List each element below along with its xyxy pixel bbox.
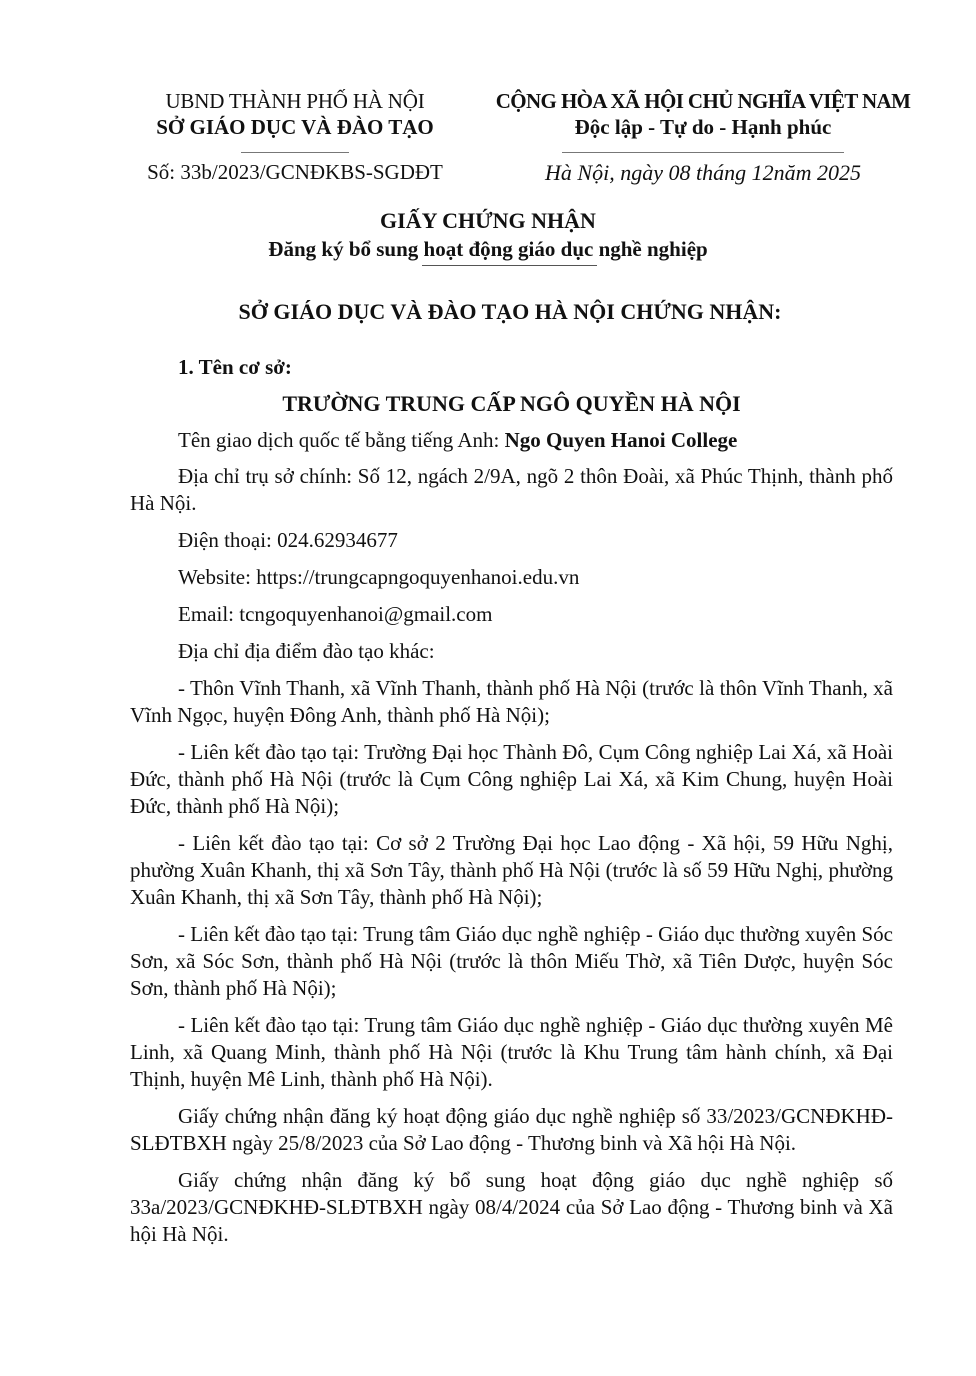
place-and-date: Hà Nội, ngày 08 tháng 12năm 2025 [545,160,861,185]
certification-heading: SỞ GIÁO DỤC VÀ ĐÀO TẠO HÀ NỘI CHỨNG NHẬN: [238,299,782,324]
authority-name: UBND THÀNH PHỐ HÀ NỘI [165,89,425,113]
prior-certificate: Giấy chứng nhận đăng ký bổ sung hoạt động giáo dục nghề nghiệp số 33a/2023/GCNĐKHĐ-SLĐTBXH ngày 08/4/2024 của Sở Lao động - Thương binh và Xã hội Hà Nội. [130,1168,893,1246]
head-office-address: Địa chỉ trụ sở chính: Số 12, ngách 2/9A, ngõ 2 thôn Đoài, xã Phúc Thịnh, thành phố Hà Nội. [130,464,893,515]
national-motto: Độc lập - Tự do - Hạnh phúc [574,115,832,139]
national-title: CỘNG HÒA XÃ HỘI CHỦ NGHĨA VIỆT NAM [495,89,911,113]
document-subtitle: Đăng ký bổ sung hoạt động giáo dục nghề nghiệp [268,237,708,261]
document-number: Số: 33b/2023/GCNĐKBS-SGDĐT [147,160,443,184]
phone-number: Điện thoại: 024.62934677 [178,528,398,552]
motto-divider [562,152,844,153]
other-location-item: - Liên kết đào tạo tại: Trung tâm Giáo dục nghề nghiệp - Giáo dục thường xuyên Mê Linh, xã Quang Minh, thành phố Hà Nội (trước là Khu Trung tâm hành chính, xã Đại Thịnh, huyện Mê Linh, thành phố Hà Nội). [130,1013,893,1091]
other-location-item: - Thôn Vĩnh Thanh, xã Vĩnh Thanh, thành phố Hà Nội (trước là thôn Vĩnh Thanh, xã Vĩnh Ngọc, huyện Đông Anh, thành phố Hà Nội); [130,676,893,727]
institution-name: TRƯỜNG TRUNG CẤP NGÔ QUYỀN HÀ NỘI [282,391,741,416]
english-name: Ngo Quyen Hanoi College [504,428,738,452]
website: Website: https://trungcapngoquyenhanoi.edu.vn [178,565,580,589]
english-name-line [130,427,893,454]
document-body [130,354,893,1258]
other-location-item: - Liên kết đào tạo tại: Cơ sở 2 Trường Đại học Lao động - Xã hội, 59 Hữu Nghị, phường Xuân Khanh, thị xã Sơn Tây, thành phố Hà Nội (trước là số 59 Hữu Nghị, phường Xuân Khanh, thị xã Sơn Tây, thành phố Hà Nội); [130,831,893,909]
other-location-item: - Liên kết đào tạo tại: Trung tâm Giáo dục nghề nghiệp - Giáo dục thường xuyên Sóc Sơn, xã Sóc Sơn, thành phố Hà Nội (trước là thôn Miếu Thờ, xã Tiên Dược, huyện Sóc Sơn, thành phố Hà Nội); [130,922,893,1000]
section-label: 1. Tên cơ sở: [178,355,292,379]
authority-divider [241,152,349,153]
national-heading-block [488,88,918,153]
email: Email: tcngoquyenhanoi@gmail.com [178,602,493,626]
english-name-label: Tên giao dịch quốc tế bằng tiếng Anh: [178,428,505,452]
subtitle-divider [422,265,597,266]
other-locations-label: Địa chỉ địa điểm đào tạo khác: [178,639,435,663]
other-location-item: - Liên kết đào tạo tại: Trường Đại học Thành Đô, Cụm Công nghiệp Lai Xá, xã Hoài Đức, thành phố Hà Nội (trước là Cụm Công nghiệp Lai Xá, xã Kim Chung, huyện Hoài Đức, thành phố Hà Nội); [130,740,893,818]
prior-certificate: Giấy chứng nhận đăng ký hoạt động giáo dục nghề nghiệp số 33/2023/GCNĐKHĐ-SLĐTBXH ngày 25/8/2023 của Sở Lao động - Thương binh và Xã hội Hà Nội. [130,1104,893,1155]
document-title: GIẤY CHỨNG NHẬN [380,208,596,233]
issuing-authority-block [130,88,460,153]
department-name: SỞ GIÁO DỤC VÀ ĐÀO TẠO [156,115,434,139]
